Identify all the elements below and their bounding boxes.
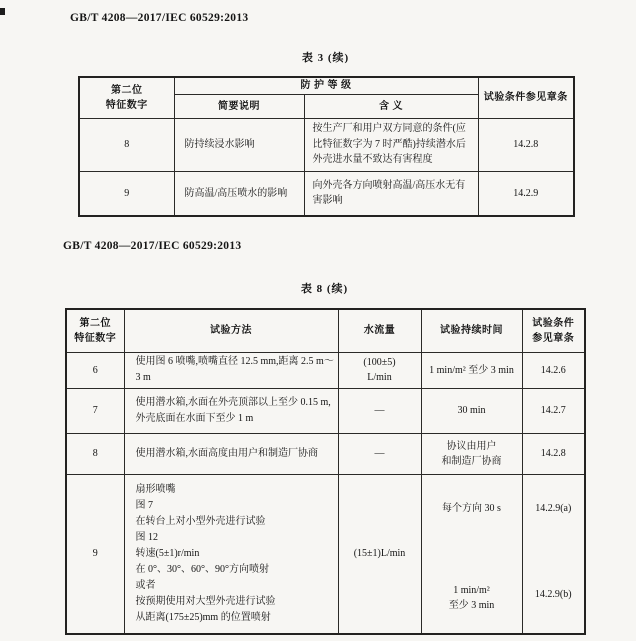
t3-row8-meaning-line3: 外壳进水量不致达有害程度 — [312, 154, 433, 166]
scan-artifact-mark — [0, 8, 5, 15]
t3-row8-meaning-line1: 按生产厂和用户双方同意的条件(应 — [312, 123, 466, 135]
t3-row8-digit: 8 — [79, 118, 174, 171]
t8-row9-method-line6: 在 0°、30°、60°、90°方向喷射 — [135, 563, 269, 575]
table-row — [66, 352, 585, 388]
t8-row7-flow: — — [338, 388, 421, 433]
table-row — [66, 433, 585, 474]
t8-row8-method — [124, 433, 338, 474]
t8-header-digit — [66, 309, 124, 352]
doc-standard-code-mid: GB/T 4208—2017/IEC 60529:2013 — [63, 240, 242, 252]
t8-row7-method-line2: 外壳底面在水面下至少 1 m — [135, 412, 254, 424]
table-row — [66, 388, 585, 433]
t8-row9-method-line5: 转速(5±1)r/min — [135, 547, 200, 559]
t8-row9-flow: (15±1)L/min — [338, 474, 421, 634]
t8-row9-duration-b — [422, 583, 522, 613]
t8-header-clause-line1: 试验条件 — [532, 317, 575, 329]
t3-header-digit-line1: 第二位 — [111, 84, 143, 96]
t3-row8-clause: 14.2.8 — [478, 118, 574, 171]
t3-header-protection-grade: 防 护 等 级 — [174, 77, 478, 94]
doc-standard-code-top: GB/T 4208—2017/IEC 60529:2013 — [70, 12, 249, 24]
t8-row8-duration-line1: 协议由用户 — [446, 440, 497, 452]
table8-test-methods — [65, 308, 586, 635]
t8-row9-method-line1: 扇形喷嘴 — [135, 483, 176, 495]
t8-row6-method-line2: 3 m — [135, 372, 151, 383]
t8-row6-flow-line2: L/min — [367, 372, 392, 383]
t8-row8-duration-line2: 和制造厂协商 — [441, 455, 502, 467]
t8-row9-clause-a: 14.2.9(a) — [535, 502, 572, 514]
t8-row9-method-line4: 图 12 — [135, 531, 158, 543]
t8-row9-clause — [522, 474, 585, 634]
table3-caption: 表 3 (续) — [301, 52, 350, 64]
t3-row8-brief: 防持续浸水影响 — [174, 118, 304, 171]
t8-row7-method-line1: 使用潜水箱,水面在外壳顶部以上至少 0.15 m, — [135, 396, 331, 408]
t8-row9-duration-a: 每个方向 30 s — [442, 502, 501, 514]
t3-header-brief: 简要说明 — [174, 94, 304, 118]
t3-header-meaning: 含 义 — [304, 94, 478, 118]
t8-header-clause — [522, 309, 585, 352]
t3-row9-digit: 9 — [79, 171, 174, 216]
table-row — [79, 171, 574, 216]
t8-row7-duration: 30 min — [421, 388, 522, 433]
t8-header-method: 试验方法 — [124, 309, 338, 352]
t3-row8-meaning — [304, 118, 478, 171]
t8-row7-method — [124, 388, 338, 433]
t3-row8-meaning-line2: 比特征数字为 7 时严酷)持续潜水后 — [312, 138, 466, 150]
t8-row9-method-line2: 图 7 — [135, 499, 153, 511]
t8-row6-flow-line1: (100±5) — [363, 357, 396, 368]
t3-row9-meaning — [304, 171, 478, 216]
t8-header-duration: 试验持续时间 — [421, 309, 522, 352]
t8-row8-duration — [421, 433, 522, 474]
table8-caption: 表 8 (续) — [300, 283, 349, 295]
t3-row9-clause: 14.2.9 — [478, 171, 574, 216]
table3-protection-grades — [78, 76, 575, 217]
table-row — [66, 474, 585, 634]
t8-row7-digit: 7 — [66, 388, 124, 433]
t8-header-clause-line2: 参见章条 — [532, 332, 575, 344]
t8-row6-digit: 6 — [66, 352, 124, 388]
t8-row8-method-line1: 使用潜水箱,水面高度由用户和制造厂协商 — [135, 447, 318, 459]
t8-row6-method-line1: 使用图 6 喷嘴,喷嘴直径 12.5 mm,距离 2.5 m～ — [135, 356, 334, 367]
t8-row9-method-line9: 从距离(175±25)mm 的位置喷射 — [135, 611, 271, 623]
t8-row9-method-line3: 在转台上对小型外壳进行试验 — [135, 515, 266, 527]
t8-row6-clause: 14.2.6 — [522, 352, 585, 388]
t3-row9-meaning-line1: 向外壳各方向喷射高温/高压水无有 — [312, 179, 466, 191]
t8-row9-method — [124, 474, 338, 634]
t3-row9-meaning-line2: 害影响 — [312, 195, 343, 207]
t3-row9-brief: 防高温/高压喷水的影响 — [174, 171, 304, 216]
t8-row9-duration-b-line1: 1 min/m² — [453, 584, 490, 596]
t8-row7-clause: 14.2.7 — [522, 388, 585, 433]
t8-row9-method-line7: 或者 — [135, 579, 156, 591]
t8-row9-method-line8: 按预期使用对大型外壳进行试验 — [135, 595, 276, 607]
t8-row6-flow — [338, 352, 421, 388]
t3-header-digit — [79, 77, 174, 118]
t8-row8-clause: 14.2.8 — [522, 433, 585, 474]
t8-row9-duration — [421, 474, 522, 634]
t8-header-digit-line1: 第二位 — [79, 317, 111, 329]
table-row — [79, 118, 574, 171]
t8-row9-clause-b: 14.2.9(b) — [534, 588, 572, 600]
t3-header-clause: 试验条件参见章条 — [478, 77, 574, 118]
t8-row8-digit: 8 — [66, 433, 124, 474]
t8-row9-digit: 9 — [66, 474, 124, 634]
t8-header-flow: 水流量 — [338, 309, 421, 352]
t8-row9-duration-b-line2: 至少 3 min — [448, 599, 495, 611]
t8-row6-method — [124, 352, 338, 388]
t3-header-digit-line2: 特征数字 — [105, 99, 148, 111]
t8-row6-duration: 1 min/m² 至少 3 min — [421, 352, 522, 388]
t8-header-digit-line2: 特征数字 — [74, 332, 117, 344]
t8-row8-flow: — — [338, 433, 421, 474]
